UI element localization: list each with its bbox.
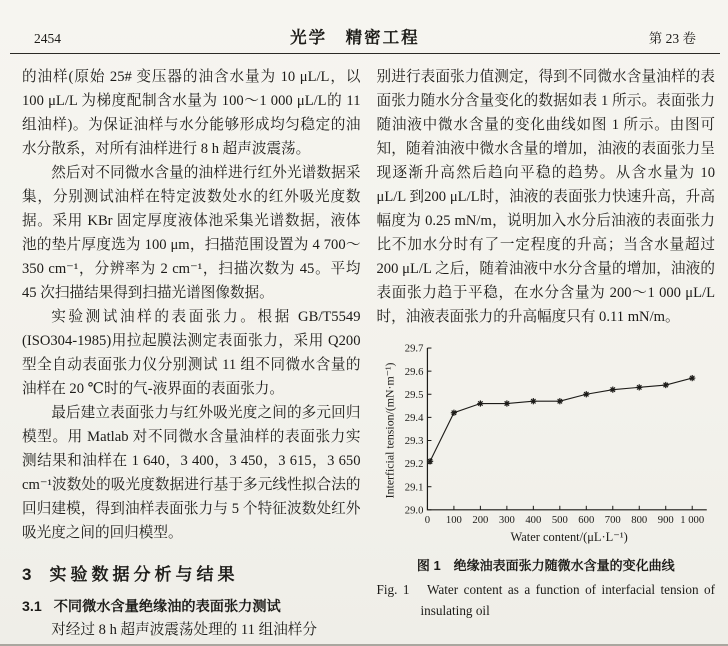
- svg-text:29.6: 29.6: [404, 366, 424, 378]
- svg-text:700: 700: [604, 514, 621, 526]
- svg-text:29.4: 29.4: [404, 412, 424, 424]
- svg-text:29.5: 29.5: [404, 389, 424, 401]
- volume-label: 第 23 卷: [648, 31, 696, 46]
- left-column: [22, 65, 361, 642]
- section-3-title: 实验数据分析与结果: [49, 565, 239, 584]
- paragraph-tension-results: 别进行表面张力值测定，得到不同微水含量油样的表面张力随水分含量变化的数据如表 1 所示。表面张力随油液中微水含量的变化曲线如图 1 所示。由图可知，随着油液中微水含量的增加，油液的表面张力呈现逐渐升高然后趋向平稳的趋势。从含水量为 10 μL/L 到200 μL/L时，油液的表面张力快速升高，升高幅度为 0.25 mN/m，说明加入水分后油液的表面张力比不加水分时有了一定程度的升高；当含水量超过 200 μL/L 之后，随着油液中水分含量的增加，油液的表面张力趋于平稳，在水分含量为 200～1 000 μL/L 时，油液表面张力的升高幅度只有 0.11 mN/m。: [376, 69, 715, 325]
- svg-text:29.2: 29.2: [404, 459, 424, 471]
- right-column: [377, 65, 716, 642]
- svg-text:300: 300: [498, 514, 515, 526]
- figure-caption-zh: 图 1 绝缘油表面张力随微水含量的变化曲线: [416, 558, 675, 573]
- svg-text:900: 900: [657, 514, 674, 526]
- journal-title: 光学 精密工程: [290, 28, 420, 47]
- chart-series: [427, 375, 695, 464]
- paragraph-ultrasonic: 对经过 8 h 超声波震荡处理的 11 组油样分: [51, 622, 317, 638]
- chart-axes: [405, 344, 707, 526]
- section-3-number: 3: [22, 565, 32, 584]
- figure-caption-en: Fig. 1 Water content as a function of interfacial tension of insulating oil: [376, 582, 715, 618]
- svg-text:400: 400: [525, 514, 542, 526]
- svg-text:1 000: 1 000: [679, 514, 704, 526]
- x-axis-label: Water content/(μL·L⁻¹): [510, 529, 628, 544]
- paragraph-oil-samples: 的油样(原始 25# 变压器的油含水量为 10 μL/L，以 100 μL/L 为梯度配制含水量为 100～1 000 μL/L的 11 组油样)。为保证油样与水分能够形成均匀稳定的油水分散系，对所有油样进行 8 h 超声波震荡。: [22, 69, 361, 157]
- paragraph-regression-model: 最后建立表面张力与红外吸光度之间的多元回归模型。用 Matlab 对不同微水含量油样的表面张力实测结果和油样在 1 640，3 400，3 450，3 615，3 650 cm⁻¹波数处的吸光度数据进行基于多元线性拟合法的回归建模，得到油样表面张力与 5 个特征波数处红外吸光度之间的回归模型。: [22, 405, 361, 541]
- svg-text:29.0: 29.0: [404, 505, 424, 517]
- paragraph-ir-spectra: 然后对不同微水含量的油样进行红外光谱数据采集，分别测试油样在特定波数处水的红外吸光度数据。采用 KBr 固定厚度液体池采集光谱数据，液体池的垫片厚度选为 100 μm，扫描范围设置为 4 700～350 cm⁻¹，分辨率为 2 cm⁻¹，扫描次数为 45。平均 45 次扫描结果得到扫描光谱图像数据。: [22, 165, 361, 301]
- svg-text:200: 200: [472, 514, 489, 526]
- section-3-1-heading: [22, 596, 361, 616]
- page-number: 2454: [34, 31, 61, 46]
- svg-text:500: 500: [551, 514, 568, 526]
- section-3-1-title: 不同微水含量绝缘油的表面张力测试: [53, 599, 281, 615]
- svg-text:800: 800: [631, 514, 647, 526]
- svg-text:100: 100: [445, 514, 462, 526]
- svg-text:29.7: 29.7: [404, 343, 424, 355]
- paragraph-surface-tension-test: 实验测试油样的表面张力。根据 GB/T5549 (ISO304-1985)用拉起膜法测定表面张力，采用 Q200 型全自动表面张力仪分别测试 11 组不同微水含量的油样在 20 ℃时的气-液界面的表面张力。: [22, 309, 361, 397]
- svg-text:0: 0: [424, 514, 430, 526]
- page-header: [0, 0, 728, 53]
- content-columns: [0, 54, 728, 642]
- section-3-heading: [22, 560, 361, 585]
- section-3-1-number: 3.1: [22, 599, 42, 615]
- y-axis-label: Interficial tension/(mN·m⁻¹): [382, 362, 397, 499]
- svg-text:600: 600: [578, 514, 595, 526]
- figure-block: [377, 339, 716, 621]
- svg-text:29.1: 29.1: [404, 482, 424, 494]
- svg-text:29.3: 29.3: [404, 436, 424, 448]
- figure1-chart: [380, 339, 712, 546]
